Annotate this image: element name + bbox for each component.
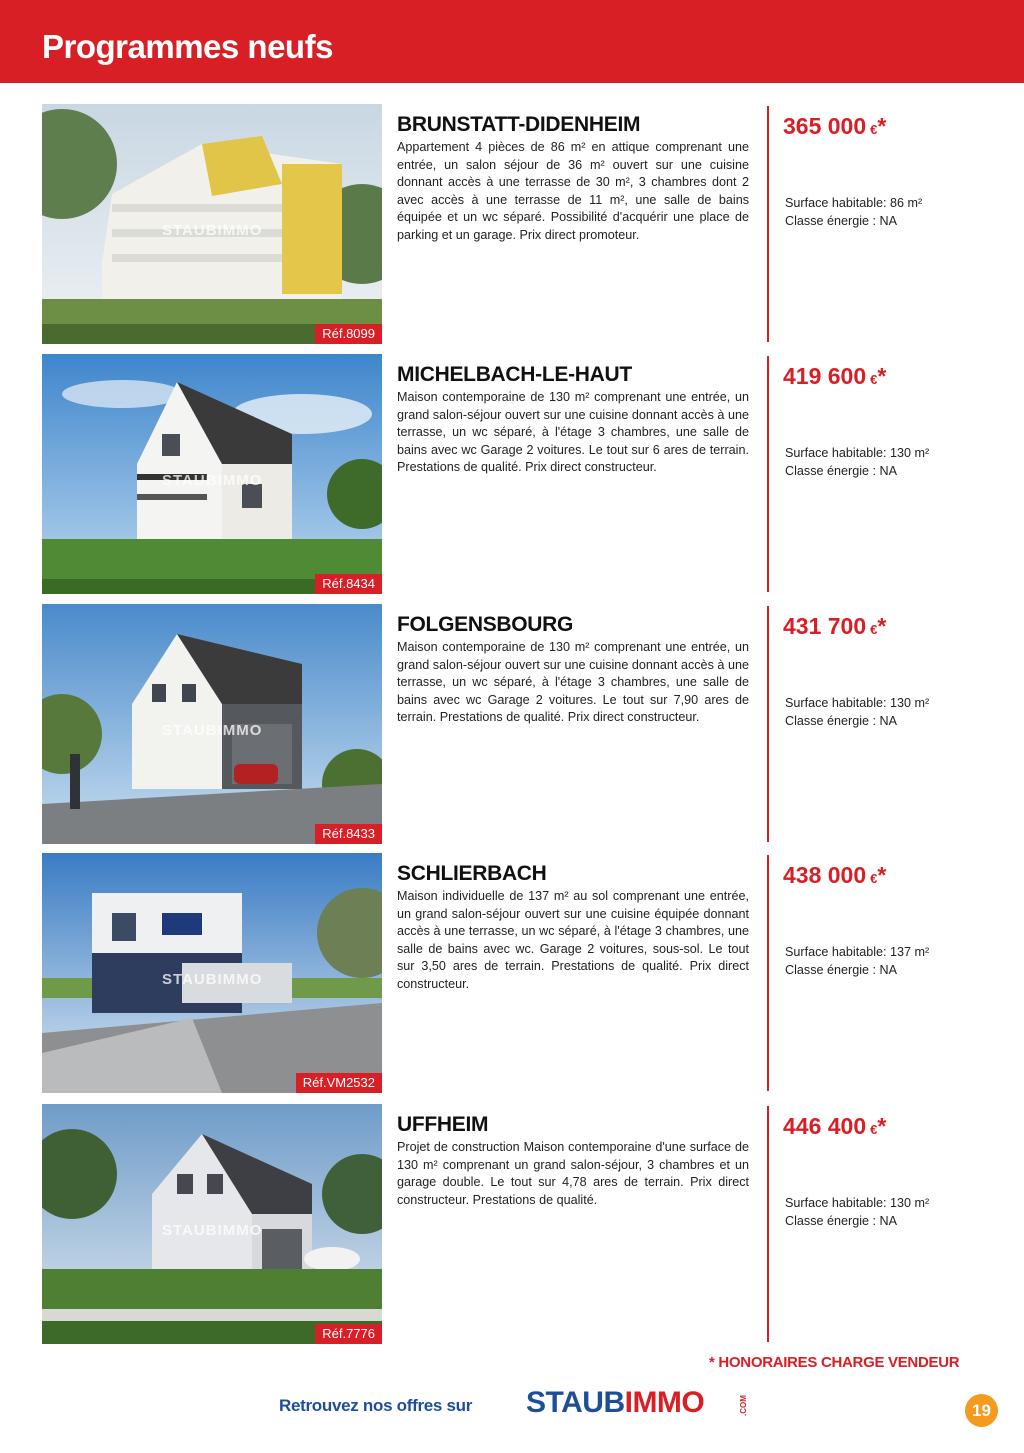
price-value: 365 000 [783, 113, 867, 139]
energy-class-text: Classe énergie : NA [785, 963, 897, 977]
listing-description: Maison contemporaine de 130 m² comprenant une entrée, un grand salon-séjour ouvert sur une cuisine donnant accès à une terrasse, un wc séparé, à l'étage 3 chambres, une salle de bains avec wc Garage 2 voitures. Le tout sur 7,90 ares de terrain. Prestations de qualité. Prix direct constructeur. [397, 640, 749, 725]
energy-class-text: Classe énergie : NA [785, 714, 897, 728]
listing-description: Maison individuelle de 137 m² au sol comprenant une entrée, un grand salon-séjour ouvert sur une cuisine équipée donnant accès à une terrasse, un wc séparé, à l'étage 3 chambres, une salle de bains avec wc. Garage 2 voitures, sous-sol. Le tout sur 3,50 ares de terrain. Prestations de qualité. Prix direct constructeur. [397, 889, 749, 991]
listing-price [783, 113, 886, 140]
price-value: 446 400 [783, 1113, 867, 1139]
watermark: STAUBIMMO [162, 971, 263, 988]
listing-specs [785, 194, 922, 230]
listing-title[interactable]: BRUNSTATT-DIDENHEIM [397, 113, 641, 136]
listing-price [783, 363, 886, 390]
divider [767, 1106, 769, 1342]
fees-note: * HONORAIRES CHARGE VENDEUR [709, 1354, 960, 1371]
divider [767, 855, 769, 1091]
divider [767, 106, 769, 342]
logo-staub-text: STAUB [526, 1386, 625, 1419]
watermark: STAUBIMMO [162, 472, 263, 489]
divider [767, 356, 769, 592]
page-title: Programmes neufs [42, 28, 333, 65]
surface-text: Surface habitable: 130 m² [785, 446, 930, 460]
listing-brunstatt-didenheim[interactable] [0, 104, 1024, 344]
listing-title[interactable]: UFFHEIM [397, 1113, 489, 1136]
listing-schlierbach[interactable] [0, 853, 1024, 1093]
watermark: STAUBIMMO [162, 722, 263, 739]
listing-michelbach-le-haut[interactable] [0, 354, 1024, 594]
listing-title[interactable]: FOLGENSBOURG [397, 613, 574, 636]
divider [767, 606, 769, 842]
price-mark: * [877, 862, 887, 888]
price-mark: * [877, 1113, 887, 1139]
price-value: 419 600 [783, 363, 867, 389]
surface-text: Surface habitable: 130 m² [785, 696, 930, 710]
listing-price [783, 1113, 886, 1140]
price-mark: * [877, 113, 887, 139]
listing-title[interactable]: MICHELBACH-LE-HAUT [397, 363, 632, 386]
listing-description: Projet de construction Maison contemporaine d'une surface de 130 m² comprenant un grand salon-séjour, 3 chambres et un garage double. Le tout sur 4,78 ares de terrain. Prix direct constructeur. Prestations de qualité. [397, 1140, 749, 1207]
listing-description: Maison contemporaine de 130 m² comprenant une entrée, un grand salon-séjour ouvert sur une cuisine donnant accès à une terrasse, un wc séparé, à l'étage 3 chambres, une salle de bains avec wc Garage 2 voitures. Le tout sur 6 ares de terrain. Prestations de qualité. Prix direct constructeur. [397, 390, 749, 475]
price-currency: € [870, 1122, 878, 1137]
listing-title[interactable]: SCHLIERBACH [397, 862, 547, 885]
listing-price [783, 862, 886, 889]
price-value: 431 700 [783, 613, 867, 639]
price-currency: € [870, 372, 878, 387]
surface-text: Surface habitable: 130 m² [785, 1196, 930, 1210]
watermark: STAUBIMMO [162, 222, 263, 239]
reference-badge: Réf.8433 [315, 824, 382, 844]
page-number-badge: 19 [965, 1394, 998, 1427]
price-currency: € [870, 871, 878, 886]
price-currency: € [870, 122, 878, 137]
watermark: STAUBIMMO [162, 1222, 263, 1239]
energy-class-text: Classe énergie : NA [785, 214, 897, 228]
listing-specs [785, 444, 929, 480]
logo-com-text: .COM [739, 1395, 748, 1416]
price-mark: * [877, 363, 887, 389]
listing-specs [785, 1194, 929, 1230]
energy-class-text: Classe énergie : NA [785, 1214, 897, 1228]
listing-photo[interactable] [42, 1104, 382, 1344]
price-currency: € [870, 622, 878, 637]
listing-photo[interactable] [42, 354, 382, 594]
price-mark: * [877, 613, 887, 639]
reference-badge: Réf.8099 [315, 324, 382, 344]
listing-photo[interactable] [42, 104, 382, 344]
page-header [0, 0, 1024, 83]
logo-immo-text: IMMO [624, 1386, 705, 1419]
staubimmo-logo[interactable] [526, 1386, 748, 1426]
energy-class-text: Classe énergie : NA [785, 464, 897, 478]
listing-specs [785, 694, 929, 730]
surface-text: Surface habitable: 137 m² [785, 945, 930, 959]
listing-folgensbourg[interactable] [0, 604, 1024, 844]
reference-badge: Réf.VM2532 [296, 1073, 382, 1093]
listing-uffheim[interactable] [0, 1104, 1024, 1344]
surface-text: Surface habitable: 86 m² [785, 196, 923, 210]
listing-specs [785, 943, 929, 979]
reference-badge: Réf.8434 [315, 574, 382, 594]
reference-badge: Réf.7776 [315, 1324, 382, 1344]
listing-description: Appartement 4 pièces de 86 m² en attique comprenant une entrée, un salon séjour de 36 m² ouvert sur une cuisine donnant accès à une terrasse de 30 m², 3 chambres dont 2 avec accès à une terrasse de 11 m², une salle de bains équipée et un wc séparé. Possibilité d'acquérir une place de parking et un garage. Prix direct promoteur. [397, 140, 749, 242]
listing-price [783, 613, 886, 640]
listing-photo[interactable] [42, 604, 382, 844]
price-value: 438 000 [783, 862, 867, 888]
listing-photo[interactable] [42, 853, 382, 1093]
footer-tagline: Retrouvez nos offres sur [279, 1396, 473, 1415]
